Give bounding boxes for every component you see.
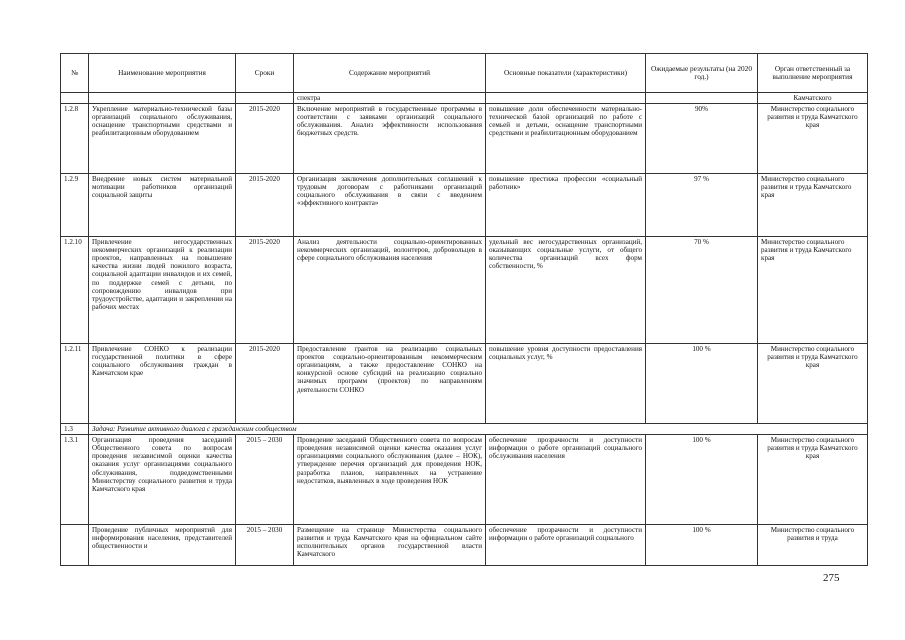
- cell-content: Предоставление грантов на реализацию социальных проектов социально-ориентированным некоммерческим организациям, а также предоставление СОНКО на конкурсной основе субсидий на реализацию социально значимых программ (проектов) по направлениям деятельности СОНКО: [294, 344, 486, 424]
- cell-indicators: обеспечение прозрачности и доступности информации о работе организаций социального: [486, 525, 646, 566]
- cell-indicators: повышение престижа профессии «социальный работник»: [486, 174, 646, 237]
- cell-period: 2015-2020: [236, 104, 294, 174]
- table-row: [61, 344, 868, 424]
- page-number: 275: [823, 572, 840, 584]
- cell-empty: [236, 93, 294, 104]
- header-period: Сроки: [236, 54, 294, 93]
- cell-results: 100 %: [646, 525, 758, 566]
- cell-empty: [646, 93, 758, 104]
- cell-responsible: Камчатского: [758, 93, 868, 104]
- table-row: [61, 525, 868, 566]
- cell-responsible: Министерство социального развития и труда: [758, 525, 868, 566]
- cell-name: Организация проведения заседаний Общественного совета по вопросам проведения независимой оценки качества оказания услуг организациями социального обслуживания, подведомственными Министерству социального развития и труда Камчатского края: [89, 435, 236, 525]
- cell-results: 100 %: [646, 344, 758, 424]
- cell-indicators: удельный вес негосударственных организаций, оказывающих социальные услуги, от общего количества организаций всех форм собственности, %: [486, 237, 646, 344]
- cell-name: Укрепление материально-технической базы организаций социального обслуживания, оснащение транспортными средствами и реабилитационным оборудованием: [89, 104, 236, 174]
- cell-name: Внедрение новых систем материальной мотивации работников организаций социальной защиты: [89, 174, 236, 237]
- table-row: [61, 104, 868, 174]
- cell-name: Привлечение негосударственных некоммерческих организаций к реализации проектов, направленных на повышение качества жизни людей пожилого возраста, социальной адаптации инвалидов и их семей, по поддержке семей с детьми, по сопровождению инвалидов при трудоустройстве, адаптации и закреплении на рабочих местах: [89, 237, 236, 344]
- cell-results: 70 %: [646, 237, 758, 344]
- cell-num: [61, 525, 89, 566]
- header-results: Ожидаемые результаты (на 2020 год.): [646, 54, 758, 93]
- cell-responsible: Министерство социального развития и труда Камчатского края: [758, 435, 868, 525]
- header-indicators: Основные показатели (характеристики): [486, 54, 646, 93]
- task-text: Задача: Развитие активного диалога с гражданским сообществом: [89, 424, 868, 435]
- task-row: [61, 424, 868, 435]
- cell-period: 2015-2020: [236, 237, 294, 344]
- cell-period: 2015-2020: [236, 174, 294, 237]
- continuation-row: [61, 93, 868, 104]
- cell-content: Размещение на странице Министерства социального развития и труда Камчатского края на официальном сайте исполнительных органов государственной власти Камчатского: [294, 525, 486, 566]
- table-row: [61, 237, 868, 344]
- cell-content: Организация заключения дополнительных соглашений к трудовым договорам с работниками организаций социального обслуживания в связи с введением «эффективного контракта»: [294, 174, 486, 237]
- cell-empty: [486, 93, 646, 104]
- table-row: [61, 435, 868, 525]
- cell-content: Включение мероприятий в государственные программы в соответствии с заявками организаций социального обслуживания. Анализ эффективности использования бюджетных средств.: [294, 104, 486, 174]
- cell-content: Анализ деятельности социально-ориентированных некоммерческих организаций, волонтеров, добровольцев в сфере социального обслуживания населения: [294, 237, 486, 344]
- cell-content: спектра: [294, 93, 486, 104]
- cell-responsible: Министерство социального развития и труда Камчатского края: [758, 104, 868, 174]
- cell-results: 97 %: [646, 174, 758, 237]
- cell-results: 90%: [646, 104, 758, 174]
- cell-responsible: Министерство социального развития и труда Камчатского края: [758, 174, 868, 237]
- cell-empty: [61, 93, 89, 104]
- task-num: 1.3: [61, 424, 89, 435]
- cell-empty: [89, 93, 236, 104]
- cell-indicators: повышение уровня доступности предоставления социальных услуг, %: [486, 344, 646, 424]
- measures-table: [60, 53, 868, 566]
- header-num: №: [61, 54, 89, 93]
- header-responsible: Орган ответственный за выполнение мероприятия: [758, 54, 868, 93]
- cell-responsible: Министерство социального развития и труда Камчатского края: [758, 237, 868, 344]
- cell-period: 2015-2020: [236, 344, 294, 424]
- cell-num: 1.2.8: [61, 104, 89, 174]
- table-header-row: [61, 54, 868, 93]
- cell-name: Проведение публичных мероприятий для информирования населения, представителей общественности и: [89, 525, 236, 566]
- cell-results: 100 %: [646, 435, 758, 525]
- cell-num: 1.3.1: [61, 435, 89, 525]
- table-row: [61, 174, 868, 237]
- cell-name: Привлечение СОНКО к реализации государственной политики в сфере социального обслуживания граждан в Камчатском крае: [89, 344, 236, 424]
- cell-num: 1.2.11: [61, 344, 89, 424]
- header-content: Содержание мероприятий: [294, 54, 486, 93]
- cell-indicators: обеспечение прозрачности и доступности информации о работе организаций социального обслуживания населения: [486, 435, 646, 525]
- cell-num: 1.2.10: [61, 237, 89, 344]
- cell-period: 2015 – 2030: [236, 525, 294, 566]
- cell-content: Проведение заседаний Общественного совета по вопросам проведения независимой оценки качества оказания услуг организациями социального обслуживания (далее – НОК), утверждение перечня организаций для проведения НОК, разработка планов, направленных на устранение недостатков, выявленных в ходе проведения НОК: [294, 435, 486, 525]
- cell-responsible: Министерство социального развития и труда Камчатского края: [758, 344, 868, 424]
- cell-period: 2015 – 2030: [236, 435, 294, 525]
- cell-num: 1.2.9: [61, 174, 89, 237]
- header-name: Наименование мероприятия: [89, 54, 236, 93]
- cell-indicators: повышение доли обеспеченности материально-технической базой организаций по работе с семьей и детьми, оснащение транспортными средствами и реабилитационным оборудованием: [486, 104, 646, 174]
